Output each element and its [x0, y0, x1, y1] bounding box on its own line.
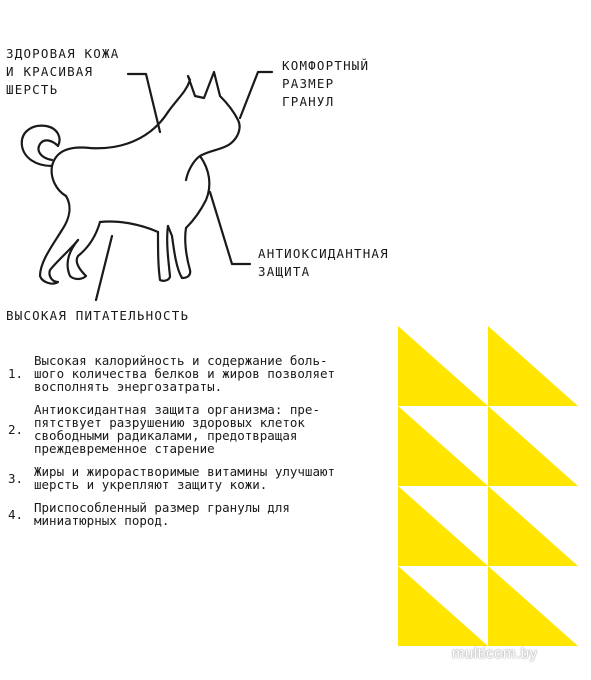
benefit-number: 4.: [8, 506, 24, 522]
dog-front-leg-outline: [168, 226, 190, 278]
pattern-triangle: [398, 486, 488, 566]
benefit-number: 2.: [8, 421, 24, 437]
dog-chest-outline: [186, 156, 209, 228]
benefit-item: [8, 465, 388, 491]
callout-line-skin: [128, 74, 160, 132]
benefit-text: Жиры и жирорастворимые витамины улучшают шерсть и укрепляют защиту кожи.: [34, 464, 336, 492]
benefit-item: [8, 403, 388, 455]
pattern-triangle: [488, 486, 578, 566]
dog-belly-outline: [100, 221, 158, 232]
benefit-item: [8, 354, 388, 393]
label-skin-coat: ЗДОРОВАЯ КОЖА И КРАСИВАЯ ШЕРСТЬ: [6, 46, 120, 97]
dog-back-leg-inner: [40, 196, 78, 284]
callout-line-size: [240, 72, 272, 118]
callout-line-antioxidant: [210, 192, 250, 264]
benefit-text: Антиоксидантная защита организма: пре- пятствует разрушению здоровых клеток свободными радикалами, предотвращая преждевременное старение: [34, 402, 320, 456]
label-kibble-size: КОМФОРТНЫЙ РАЗМЕР ГРАНУЛ: [282, 58, 370, 109]
callout-line-nutrition: [96, 236, 112, 300]
dog-outline-icon: [0, 0, 400, 320]
watermark: multicom.by: [452, 645, 538, 662]
pattern-triangle: [488, 566, 578, 646]
pattern-triangle: [398, 326, 488, 406]
label-nutrition: ВЫСОКАЯ ПИТАТЕЛЬНОСТЬ: [6, 308, 190, 323]
pattern-triangle: [398, 566, 488, 646]
dog-back-leg-outline: [68, 222, 100, 279]
benefit-text: Высокая калорийность и содержание боль- шого количества белков и жиров позволяет восполнять энергозатраты.: [34, 353, 336, 394]
benefit-item: [8, 501, 388, 527]
label-antioxidant: АНТИОКСИДАНТНАЯ ЗАЩИТА: [258, 246, 389, 279]
dog-front-leg-inner: [158, 226, 170, 281]
pattern-triangle: [488, 326, 578, 406]
benefit-number: 1.: [8, 366, 24, 381]
pattern-triangle: [488, 406, 578, 486]
benefit-text: Приспособленный размер гранулы для миниатюрных пород.: [34, 500, 290, 528]
dog-back-outline: [52, 112, 168, 196]
benefit-number: 3.: [8, 470, 24, 486]
pattern-triangle: [398, 406, 488, 486]
yellow-triangle-pattern: [398, 326, 591, 650]
benefits-list: [8, 354, 388, 537]
